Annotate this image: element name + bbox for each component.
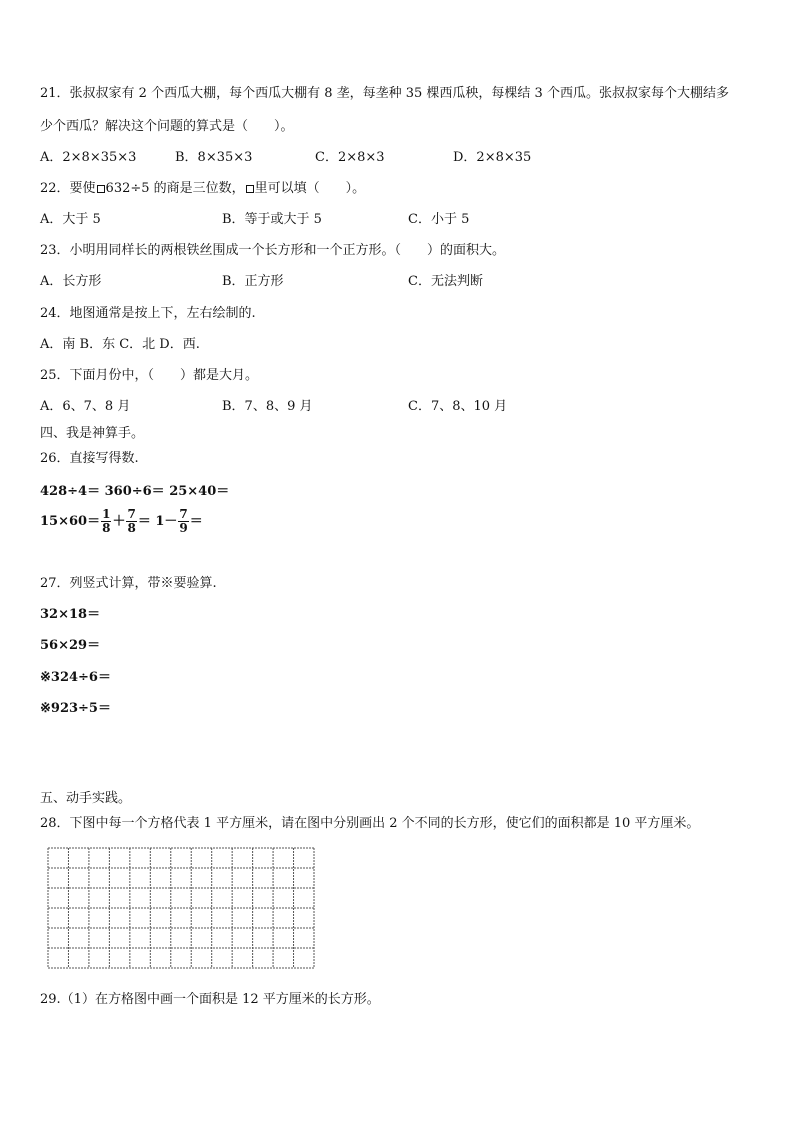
fraction-numerator: 7 — [127, 507, 136, 521]
fraction-denominator: 9 — [179, 521, 188, 535]
section-5-heading: 五、动手实践。 — [40, 791, 132, 806]
q22-text-mid: 632÷5 的商是三位数， — [105, 181, 245, 196]
q27-item-3: ※324÷6＝ — [40, 670, 111, 685]
fraction-1-8 — [101, 508, 111, 535]
q22-question — [40, 177, 365, 196]
blank-box-icon — [97, 185, 105, 193]
fraction-numerator: 1 — [102, 507, 111, 521]
q26-row2 — [40, 508, 203, 535]
q24-question: 24．地图通常是按上下，左右绘制的. — [40, 306, 256, 321]
q26-expr-a: 15×60＝ — [40, 514, 101, 529]
q21-option-b: B．8×35×3 — [175, 150, 253, 165]
q25-option-b: B．7、8、9 月 — [222, 399, 313, 414]
q26-row1: 428÷4＝ 360÷6＝ 25×40＝ — [40, 484, 230, 499]
fraction-7-8 — [126, 508, 136, 535]
fraction-denominator: 8 — [127, 521, 136, 535]
fraction-numerator: 7 — [179, 507, 188, 521]
q25-option-a: A．6、7、8 月 — [40, 399, 131, 414]
q27-title: 27．列竖式计算，带※要验算. — [40, 576, 217, 591]
q21-line2: 少个西瓜？解决这个问题的算式是（ ）。 — [40, 119, 294, 134]
q21-option-c: C．2×8×3 — [315, 150, 385, 165]
q21-option-d: D．2×8×35 — [453, 150, 532, 165]
q29-question: 29.（1）在方格图中画一个面积是 12 平方厘米的长方形。 — [40, 992, 380, 1007]
equals-one-minus: ＝ 1－ — [137, 514, 178, 529]
q22-option-b: B．等于或大于 5 — [222, 212, 322, 227]
q25-question: 25．下面月份中，（ ）都是大月。 — [40, 368, 259, 383]
q22-text-pre: 22．要使 — [40, 181, 96, 196]
square-grid — [46, 846, 316, 970]
blank-box-icon — [246, 185, 254, 193]
equals-sign: ＝ — [189, 514, 203, 529]
q23-question: 23．小明用同样长的两根铁丝围成一个长方形和一个正方形。（ ）的面积大。 — [40, 243, 506, 258]
q22-option-c: C．小于 5 — [408, 212, 470, 227]
section-4-heading: 四、我是神算手。 — [40, 426, 145, 441]
q23-option-a: A．长方形 — [40, 274, 102, 289]
q23-option-c: C．无法判断 — [408, 274, 483, 289]
q26-title: 26．直接写得数. — [40, 451, 139, 466]
fraction-denominator: 8 — [102, 521, 111, 535]
q28-question: 28．下图中每一个方格代表 1 平方厘米，请在图中分别画出 2 个不同的长方形，使它们的面积都是 10 平方厘米。 — [40, 816, 700, 831]
q27-item-2: 56×29＝ — [40, 638, 101, 653]
q27-item-1: 32×18＝ — [40, 607, 101, 622]
q21-option-a: A．2×8×35×3 — [40, 150, 137, 165]
q25-option-c: C．7、8、10 月 — [408, 399, 508, 414]
q22-text-post: 里可以填（ ）。 — [254, 181, 366, 196]
plus-sign: ＋ — [112, 514, 126, 529]
q22-option-a: A．大于 5 — [40, 212, 101, 227]
fraction-7-9 — [178, 508, 188, 535]
q27-item-4: ※923÷5＝ — [40, 701, 111, 716]
q21-line1: 21．张叔叔家有 2 个西瓜大棚，每个西瓜大棚有 8 垄，每垄种 35 棵西瓜秧，每棵结 3 个西瓜。张叔叔家每个大棚结多 — [40, 86, 729, 101]
q23-option-b: B．正方形 — [222, 274, 284, 289]
q24-options: A．南 B．东 C．北 D．西. — [40, 337, 200, 352]
